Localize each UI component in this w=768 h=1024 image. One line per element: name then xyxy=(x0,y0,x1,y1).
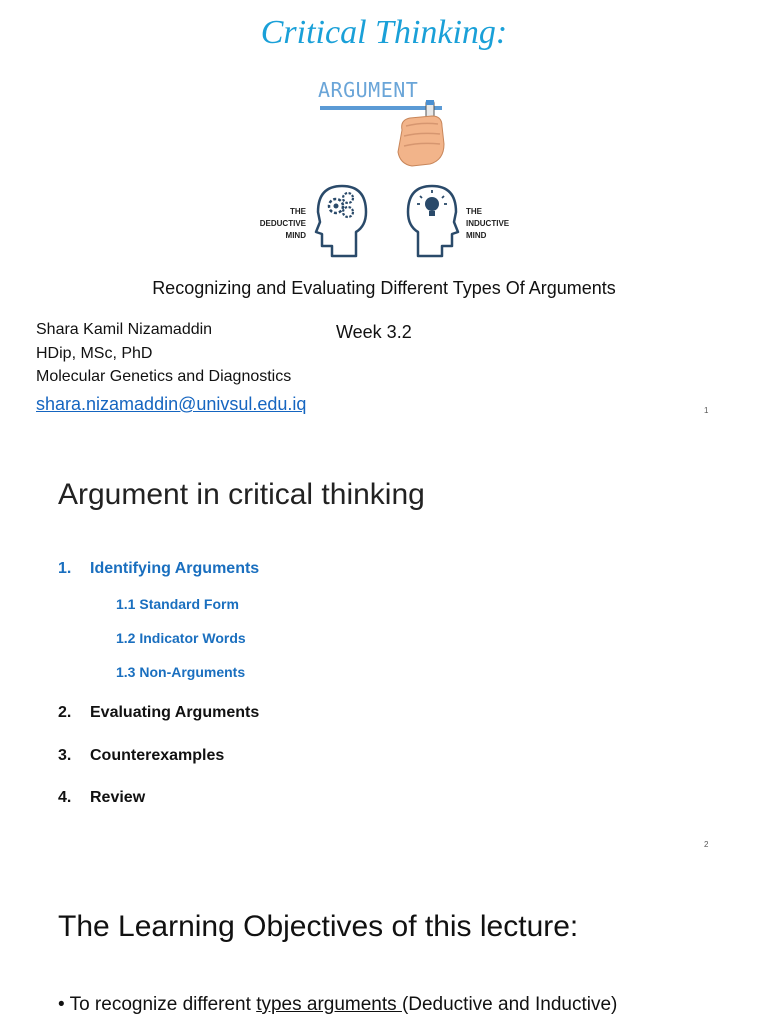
page-number-1: 1 xyxy=(704,406,709,415)
objective-bullet: • To recognize different types arguments (Deductive and Inductive) xyxy=(58,994,618,1015)
toc-item-2: 2. Evaluating Arguments xyxy=(58,704,260,721)
email-link[interactable]: shara.nizamaddin@univsul.edu.iq xyxy=(36,394,307,414)
inductive-head-icon xyxy=(404,182,462,260)
slide1-title: Critical Thinking: xyxy=(260,14,508,51)
inductive-label: THE INDUCTIVE MIND xyxy=(466,207,510,240)
deductive-head-icon xyxy=(312,182,370,260)
argument-word: ARGUMENT xyxy=(318,78,419,102)
toc-subitem-1-3: 1.3 Non-Arguments xyxy=(116,664,246,680)
toc-item-3: 3. Counterexamples xyxy=(58,747,225,764)
page-number-2: 2 xyxy=(704,840,709,849)
author-block xyxy=(36,318,291,389)
hand-marker-icon xyxy=(392,100,452,168)
author-department: Molecular Genetics and Diagnostics xyxy=(36,368,292,385)
author-name: Shara Kamil Nizamaddin xyxy=(36,321,213,338)
deductive-label: THE DEDUCTIVE MIND xyxy=(259,207,306,240)
week-label: Week 3.2 xyxy=(336,322,412,342)
slide2-title: Argument in critical thinking xyxy=(58,478,425,511)
toc-item-1: 1. Identifying Arguments xyxy=(58,560,260,577)
author-degrees: HDip, MSc, PhD xyxy=(36,344,153,362)
slide1-subtitle: Recognizing and Evaluating Different Types Of Arguments xyxy=(152,278,616,298)
toc-subitem-1-1: 1.1 Standard Form xyxy=(116,596,239,612)
toc-subitem-1-2: 1.2 Indicator Words xyxy=(116,630,246,646)
toc-item-4: 4. Review xyxy=(58,789,146,806)
slide3-title: The Learning Objectives of this lecture: xyxy=(58,910,579,943)
